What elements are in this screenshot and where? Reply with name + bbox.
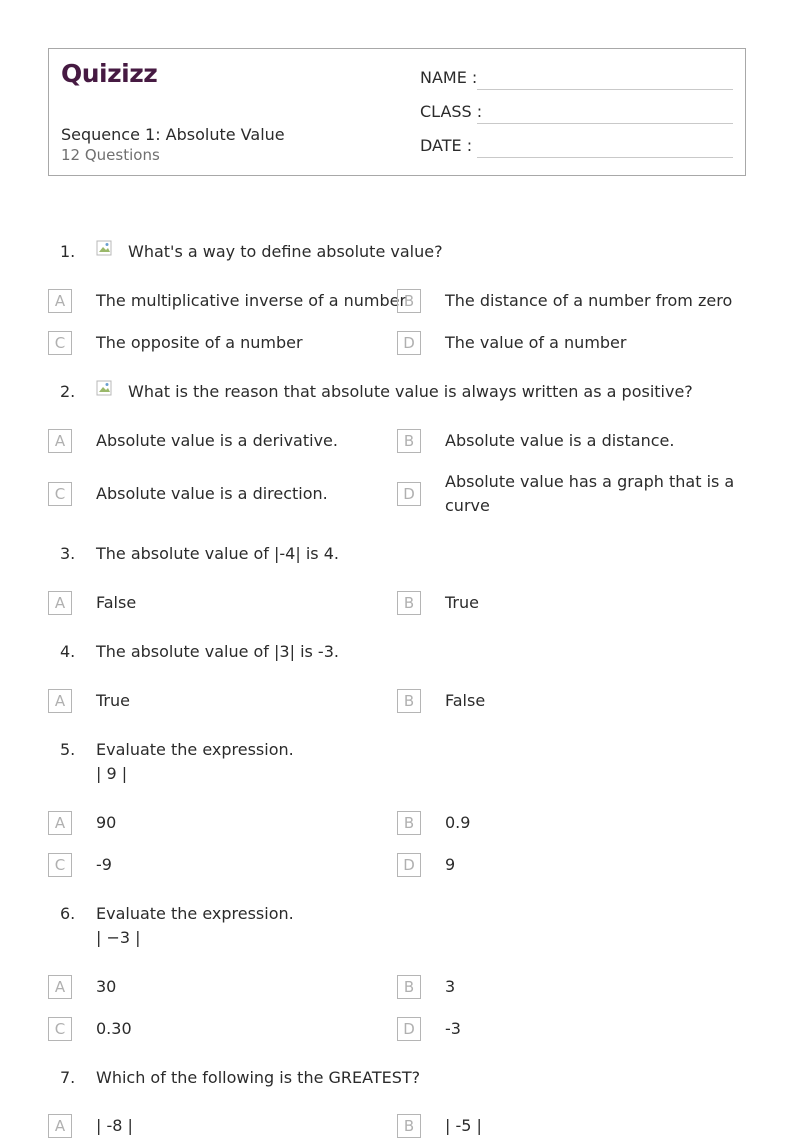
option-text: 30 <box>96 977 117 996</box>
question-text: Evaluate the expression. <box>96 904 294 923</box>
option-letter: D <box>397 853 421 877</box>
option-text: | -5 | <box>445 1116 482 1135</box>
broken-image-icon <box>96 240 112 256</box>
option-letter: C <box>48 331 72 355</box>
question-text: What is the reason that absolute value is always written as a positive? <box>128 382 693 401</box>
name-label: NAME : <box>420 68 478 87</box>
question-count: 12 Questions <box>61 146 160 164</box>
question-text: What's a way to define absolute value? <box>128 242 443 261</box>
question-number: 6. <box>60 904 76 923</box>
option-letter: B <box>397 289 421 313</box>
option-text: False <box>445 691 486 710</box>
class-line[interactable] <box>477 123 733 124</box>
option-text: -3 <box>445 1019 461 1038</box>
option-letter: B <box>397 591 421 615</box>
option-text: 3 <box>445 977 456 996</box>
option-text: Absolute value is a direction. <box>96 484 328 503</box>
option-letter: A <box>48 429 72 453</box>
question-text: The absolute value of |3| is -3. <box>96 642 339 661</box>
quizizz-logo: Quizizz <box>61 59 158 88</box>
option-letter: B <box>397 975 421 999</box>
option-letter: C <box>48 1017 72 1041</box>
worksheet-title: Sequence 1: Absolute Value <box>61 125 285 144</box>
option-text: Absolute value is a derivative. <box>96 431 338 450</box>
option-letter: C <box>48 853 72 877</box>
question-text: Which of the following is the GREATEST? <box>96 1068 421 1087</box>
option-letter: A <box>48 289 72 313</box>
option-letter: B <box>397 429 421 453</box>
option-text: The distance of a number from zero <box>445 291 733 310</box>
name-line[interactable] <box>477 89 733 90</box>
option-letter: D <box>397 331 421 355</box>
option-letter: A <box>48 1114 72 1138</box>
option-text: Absolute value has a graph that is a curve <box>445 472 735 515</box>
date-line[interactable] <box>477 157 733 158</box>
question-number: 7. <box>60 1068 76 1087</box>
option-text: | -8 | <box>96 1116 133 1135</box>
option-letter: A <box>48 811 72 835</box>
option-text: The value of a number <box>445 333 627 352</box>
option-text: 9 <box>445 855 456 874</box>
option-letter: D <box>397 482 421 506</box>
option-letter: A <box>48 591 72 615</box>
option-letter: D <box>397 1017 421 1041</box>
question-text: Evaluate the expression. <box>96 740 294 759</box>
option-text: 90 <box>96 813 117 832</box>
question-number: 2. <box>60 382 76 401</box>
date-label: DATE : <box>420 136 473 155</box>
option-letter: A <box>48 975 72 999</box>
option-text: The opposite of a number <box>96 333 303 352</box>
question-expression: | −3 | <box>96 928 141 947</box>
broken-image-icon <box>96 380 112 396</box>
option-text: True <box>96 691 130 710</box>
question-text: The absolute value of |-4| is 4. <box>96 544 339 563</box>
option-letter: A <box>48 689 72 713</box>
option-text: -9 <box>96 855 112 874</box>
option-text: True <box>445 593 479 612</box>
option-text: False <box>96 593 137 612</box>
option-text: The multiplicative inverse of a number <box>96 291 407 310</box>
question-number: 1. <box>60 242 76 261</box>
class-label: CLASS : <box>420 102 483 121</box>
option-letter: B <box>397 811 421 835</box>
option-text: Absolute value is a distance. <box>445 431 675 450</box>
question-expression: | 9 | <box>96 764 128 783</box>
question-number: 5. <box>60 740 76 759</box>
option-letter: C <box>48 482 72 506</box>
option-letter: B <box>397 1114 421 1138</box>
worksheet-header <box>48 48 746 176</box>
option-text: 0.9 <box>445 813 471 832</box>
question-number: 4. <box>60 642 76 661</box>
question-number: 3. <box>60 544 76 563</box>
option-text: 0.30 <box>96 1019 132 1038</box>
option-letter: B <box>397 689 421 713</box>
